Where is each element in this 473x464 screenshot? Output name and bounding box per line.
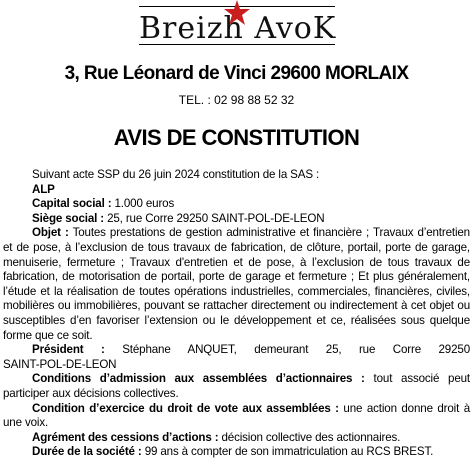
capital-label: Capital social : (32, 197, 112, 211)
vote-value: une action donne droit à une voix. (3, 401, 470, 430)
objet-label: Objet : (32, 226, 69, 240)
publisher-phone: TEL. : 02 98 88 52 32 (178, 93, 295, 107)
president-value: Stéphane ANQUET, demeurant 25, rue Corre 29250 (104, 343, 470, 357)
siege-label: Siège social : (32, 211, 105, 225)
objet-paragraph (3, 226, 470, 343)
objet-value: Toutes prestations de gestion administrative et financière ; Travaux d’entretien et de pose, à l’exclusion de tous travaux de fabrication, de clôture, portail, porte de garage, menuiserie, fermeture ; Travaux d'entretien et de pose, à l’exclusion de tous travaux de fabrication, de motorisation de portail, porte de garage et fermeture ; Et plus généralement, l’étude et la réalisation de toutes opérations industrielles, commerciales, financières, civiles, mobilières ou immobilières, pouvant se rattacher directement ou indirectement à cet objet ou susceptibles d’en favoriser l’extension ou le développement et ce, réalisées sous quelque forme que ce soit. (3, 226, 470, 342)
breizh-avok-logo (139, 2, 335, 48)
duree-value: 99 ans à compter de son immatriculation au RCS BREST. (141, 445, 434, 459)
company-name: ALP (32, 182, 55, 196)
agrement-label: Agrément des cessions d’actions : (32, 430, 219, 444)
vote-label: Condition d’exercice du droit de vote aux assemblées : (32, 401, 339, 415)
vote-paragraph (3, 402, 470, 431)
siege-value: 25, rue Corre 29250 SAINT-POL-DE-LEON (104, 211, 325, 225)
agrement-line (3, 431, 470, 446)
duree-line (3, 445, 470, 460)
admission-label: Conditions d’admission aux assemblées d’actionnaires : (32, 372, 365, 386)
intro-line: Suivant acte SSP du 26 juin 2024 constitution de la SAS : (32, 168, 320, 181)
notice-title: AVIS DE CONSTITUTION (113, 125, 360, 150)
capital-line (3, 197, 470, 212)
siege-line (3, 212, 470, 227)
notice-body (3, 168, 470, 460)
capital-value: 1.000 euros (111, 197, 175, 211)
logo-text: Breizh AvoK (139, 11, 337, 46)
president-label: Président : (32, 343, 105, 357)
agrement-value: décision collective des actionnaires. (218, 430, 401, 444)
president-city: SAINT-POL-DE-LEON (3, 357, 117, 371)
president-line (3, 343, 470, 358)
duree-label: Durée de la société : (32, 445, 142, 459)
admission-paragraph (3, 372, 470, 401)
publisher-address: 3, Rue Léonard de Vinci 29600 MORLAIX (64, 63, 409, 84)
admission-value: tout associé peut participer aux décisions collectives. (3, 372, 470, 400)
